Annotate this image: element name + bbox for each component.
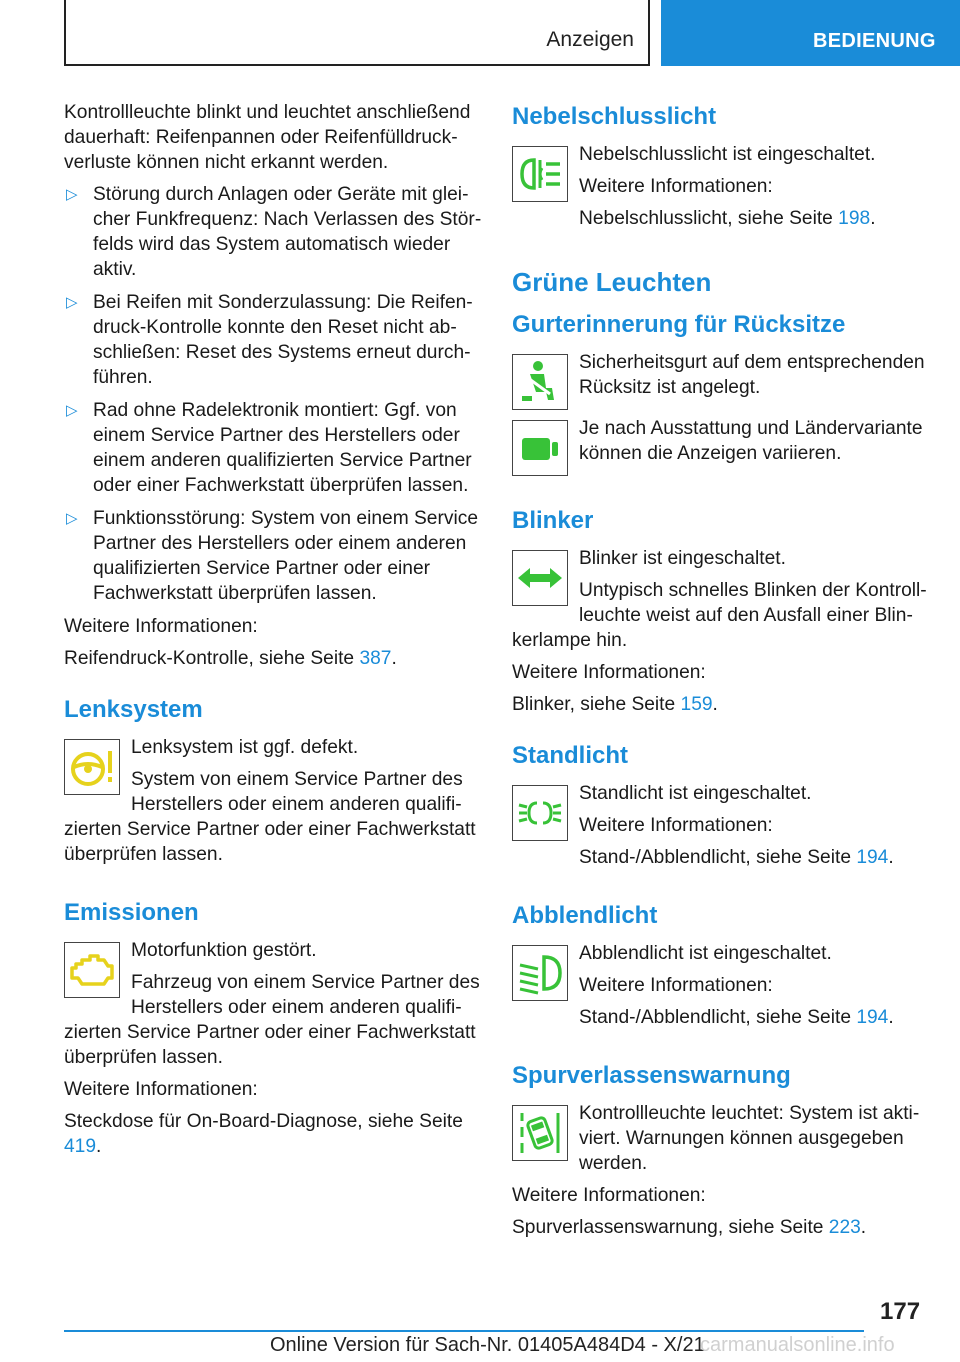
reference-text: Steckdose für On-Board-Diagnose, siehe Seite — [64, 1111, 463, 1132]
more-info-label: Weitere Informationen: — [64, 1079, 258, 1100]
page-number: 177 — [880, 1298, 921, 1325]
gurt-variant-text: Je nach Ausstattung und Ländervariante können die Anzeigen variieren. — [579, 418, 923, 464]
header-section-box — [64, 0, 650, 66]
spur-reference: Spurverlassenswarnung, siehe Seite 223. — [512, 1217, 867, 1238]
standlicht-status-text: Standlicht ist eingeschaltet. — [579, 783, 812, 804]
list-item: ▷ Rad ohne Radelektronik montiert: Ggf. von einem Service Partner des Herstellers oder einem anderen qualifizierten Service Partner oder einer Fachwerkstatt überprüfen lassen. — [64, 398, 482, 498]
turn-signal-icon — [512, 550, 568, 606]
list-item: ▷ Funktionsstörung: System von einem Service Partner des Herstellers oder einem anderen qualifizierten Service Partner oder einer Fachwerkstatt überprüfen lassen. — [64, 506, 482, 606]
section-title-blinker: Blinker — [512, 507, 594, 534]
section-title-abblendlicht: Abblendlicht — [512, 902, 658, 929]
gurt-status-text: Sicherheitsgurt auf dem entsprechenden Rücksitz ist angelegt. — [579, 352, 925, 398]
section-title-emissionen: Emissionen — [64, 899, 199, 926]
reference-text: Stand-/Abblendlicht, siehe Seite — [579, 847, 857, 868]
more-info-label: Weitere Informationen: — [512, 662, 706, 683]
nebel-status-text: Nebelschlusslicht ist eingeschaltet. — [579, 144, 876, 165]
tire-reference: Reifendruck-Kontrolle, siehe Seite 387. — [64, 648, 397, 669]
reference-text: Spurverlassenswarnung, siehe Seite — [512, 1217, 829, 1238]
right-column — [512, 100, 932, 1247]
left-column — [64, 100, 482, 1166]
list-item: ▷ Bei Reifen mit Sonderzulassung: Die Reifendruck-Kontrolle konnte den Reset nicht abschließen: Reset des Systems erneut durchführen. — [64, 290, 482, 390]
tire-fault-list — [64, 182, 482, 606]
abblendlicht-reference: Stand-/Abblendlicht, siehe Seite 194. — [579, 1007, 894, 1028]
rear-fog-light-icon — [512, 146, 568, 202]
reference-text: Nebelschlusslicht, siehe Seite — [579, 208, 839, 229]
steering-warning-icon — [64, 739, 120, 795]
emissionen-action-text: Fahrzeug von einem Service Partner des Herstellers oder einem anderen qualifizierten Service Partner oder einer Fachwerkstatt überprüfen lassen. — [64, 972, 480, 1068]
blinker-fault-text: Untypisch schnelles Blinken der Kontrollleuchte weist auf den Ausfall einer Blinkerlampe hin. — [512, 580, 927, 651]
section-title-gurterinnerung: Gurterinnerung für Rücksitze — [512, 311, 846, 338]
reference-text: Reifendruck-Kontrolle, siehe Seite — [64, 648, 360, 669]
page-link-198[interactable]: 198 — [838, 208, 871, 229]
lenksystem-action-text: System von einem Service Partner des Herstellers oder einem anderen qualifizierten Service Partner oder einer Fachwerkstatt überprüfen lassen. — [64, 769, 476, 865]
section-title-nebelschlusslicht: Nebelschlusslicht — [512, 103, 717, 130]
lane-departure-icon — [512, 1105, 568, 1161]
engine-check-icon — [64, 942, 120, 998]
reference-text: Blinker, siehe Seite — [512, 694, 681, 715]
low-beam-icon — [512, 945, 568, 1001]
standlicht-reference: Stand-/Abblendlicht, siehe Seite 194. — [579, 847, 894, 868]
more-info-label: Weitere Informationen: — [579, 176, 773, 197]
parking-light-icon — [512, 785, 568, 841]
emissionen-status-text: Motorfunktion gestört. — [131, 940, 317, 961]
section-title-lenksystem: Lenksystem — [64, 696, 203, 723]
nebel-reference: Nebelschlusslicht, siehe Seite 198. — [579, 208, 876, 229]
online-version-text: Online Version für Sach-Nr. 01405A484D4 - X/21 — [270, 1334, 705, 1356]
spur-status-text: Kontrollleuchte leuchtet: System ist aktiviert. Warnungen können ausgegeben werden. — [579, 1103, 920, 1174]
abblendlicht-status-text: Abblendlicht ist eingeschaltet. — [579, 943, 832, 964]
header-chapter-tab — [661, 0, 960, 66]
header-chapter-label: BEDIENUNG — [813, 30, 936, 52]
more-info-label: Weitere Informationen: — [64, 616, 258, 637]
page-link-194[interactable]: 194 — [856, 847, 889, 868]
seatbelt-icon — [512, 354, 568, 410]
page-link-419[interactable]: 419 — [64, 1136, 97, 1157]
list-item: ▷ Störung durch Anlagen oder Geräte mit gleicher Funkfrequenz: Nach Verlassen des Störfelds wird das System automatisch wieder aktiv. — [64, 182, 482, 282]
page-link-387[interactable]: 387 — [359, 648, 392, 669]
obd-reference: Steckdose für On-Board-Diagnose, siehe Seite 419. — [64, 1111, 463, 1157]
page-link-223[interactable]: 223 — [828, 1217, 861, 1238]
rear-seat-indicator-icon — [512, 420, 568, 476]
more-info-label: Weitere Informationen: — [579, 975, 773, 996]
section-title-standlicht: Standlicht — [512, 742, 629, 769]
section-title-spurverlassenswarnung: Spurverlassenswarnung — [512, 1062, 791, 1089]
page-link-159[interactable]: 159 — [680, 694, 713, 715]
lenksystem-status-text: Lenksystem ist ggf. defekt. — [131, 737, 359, 758]
footer-divider — [64, 1330, 864, 1332]
page-link-194[interactable]: 194 — [856, 1007, 889, 1028]
header-section-label: Anzeigen — [546, 28, 634, 51]
more-info-label: Weitere Informationen: — [579, 815, 773, 836]
blinker-status-text: Blinker ist eingeschaltet. — [579, 548, 786, 569]
tire-intro-text: Kontrollleuchte blinkt und leuchtet anschließend dauerhaft: Reifenpannen oder Reifenfülldruckverluste können nicht erkannt werden. — [64, 102, 471, 173]
blinker-reference: Blinker, siehe Seite 159. — [512, 694, 718, 715]
more-info-label: Weitere Informationen: — [512, 1185, 706, 1206]
watermark: carmanualsonline.info — [700, 1334, 895, 1356]
section-title-gruene-leuchten: Grüne Leuchten — [512, 267, 712, 297]
reference-text: Stand-/Abblendlicht, siehe Seite — [579, 1007, 857, 1028]
